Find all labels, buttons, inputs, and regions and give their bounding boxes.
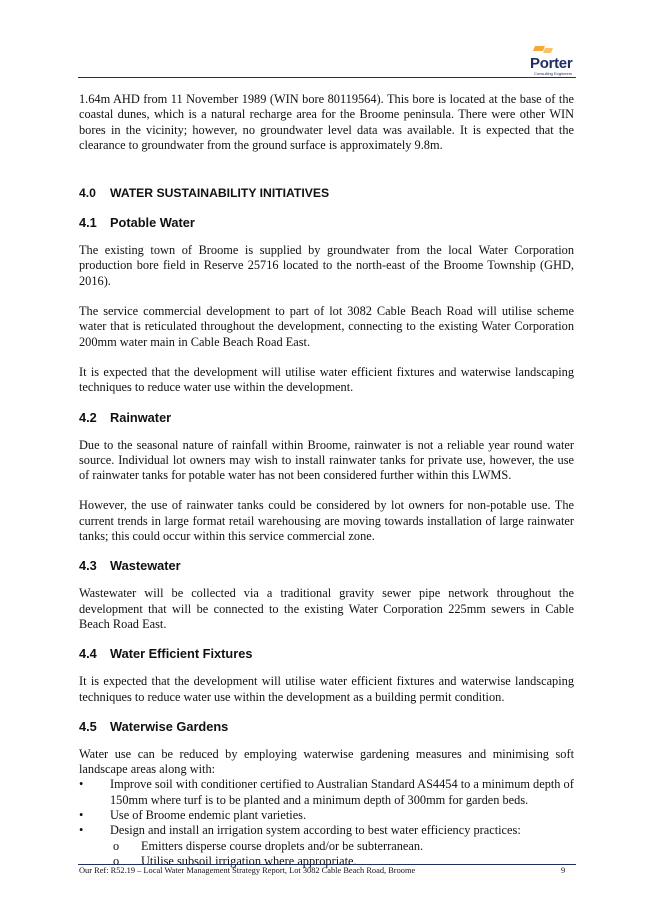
circle-bullet-icon: o [113, 853, 120, 868]
heading-title: Wastewater [110, 558, 181, 574]
heading-water-efficient-fixtures [79, 645, 574, 662]
paragraph: It is expected that the development will utilise water efficient fixtures and waterwise landscaping techniques to reduce water use within the development. [79, 364, 574, 395]
heading-number: 4.5 [79, 718, 97, 734]
list-item [79, 808, 574, 823]
paragraph: Water use can be reduced by employing waterwise gardening measures and minimising soft landscape areas along with: [79, 746, 574, 777]
list-item [79, 823, 574, 869]
paragraph: The existing town of Broome is supplied by groundwater from the local Water Corporation production bore field in Reserve 25716 located to the north-east of the Broome Township (GHD, 2016). [79, 243, 574, 288]
section-number: 4.0 [79, 186, 96, 201]
sub-list-item-text: Emitters disperse course droplets and/or be subterranean. [141, 838, 424, 853]
logo-tagline: Consulting Engineers [534, 71, 573, 76]
heading-number: 4.4 [79, 646, 97, 662]
sub-list-item-text: Utilise subsoil irrigation where appropriate. [141, 853, 357, 868]
heading-wastewater [79, 557, 574, 574]
heading-potable-water [79, 214, 574, 231]
list-item [79, 777, 574, 808]
porter-logo [530, 44, 586, 78]
heading-number: 4.3 [79, 558, 97, 574]
heading-number: 4.1 [79, 215, 97, 231]
paragraph: It is expected that the development will utilise water efficient fixtures and waterwise landscaping techniques to reduce water use within the development as a building permit condition. [79, 674, 574, 704]
paragraph: The service commercial development to part of lot 3082 Cable Beach Road will utilise scheme water that is reticulated throughout the development, connecting to the existing Water Corporation 200mm water main in Cable Beach Road East. [79, 304, 574, 349]
heading-title: Potable Water [110, 215, 195, 231]
bullet-icon: • [79, 808, 84, 823]
bullet-list [79, 777, 574, 869]
main-content [79, 92, 574, 869]
bullet-icon: • [79, 777, 84, 792]
footer-divider [78, 864, 576, 865]
heading-title: Waterwise Gardens [110, 718, 229, 734]
paragraph: Wastewater will be collected via a traditional gravity sewer pipe network throughout the development that will be connected to the existing Water Corporation 225mm sewers in Cable Beach Road East. [79, 586, 574, 631]
heading-waterwise-gardens [79, 718, 574, 735]
heading-number: 4.2 [79, 409, 97, 425]
section-title: WATER SUSTAINABILITY INITIATIVES [110, 186, 330, 201]
paragraph: Due to the seasonal nature of rainfall within Broome, rainwater is not a reliable year round water source. Individual lot owners may wish to install rainwater tanks for private use, however, the use of rainwater tanks for potable water has not been considered further within this LWMS. [79, 437, 574, 483]
bullet-icon: • [79, 823, 84, 838]
logo-wordmark: Porter [530, 55, 573, 72]
heading-rainwater [79, 409, 574, 426]
intro-paragraph: 1.64m AHD from 11 November 1989 (WIN bore 80119564). This bore is located at the base of the coastal dunes, which is a natural recharge area for the Broome peninsula. There were other WIN bores in the vicinity; however, no groundwater level data was available. It is expected that the clearance to groundwater from the ground surface is approximately 9.8m. [79, 92, 574, 152]
header-divider [78, 77, 576, 78]
list-item-text: Design and install an irrigation system according to best water efficiency practices: [110, 823, 521, 838]
heading-title: Rainwater [110, 409, 172, 425]
footer-reference: Our Ref: R52.19 – Local Water Management Strategy Report, Lot 3082 Cable Beach Road, Broome [79, 866, 416, 875]
sub-list-item [110, 839, 574, 854]
section-heading [79, 185, 574, 201]
circle-bullet-icon: o [113, 838, 120, 853]
list-item-text: Use of Broome endemic plant varieties. [110, 808, 307, 823]
page-number: 9 [561, 866, 566, 875]
paragraph: However, the use of rainwater tanks could be considered by lot owners for non-potable use. The current trends in large format retail warehousing are moving towards installation of large rainwater tanks; this could occur within this service commercial zone. [79, 498, 574, 544]
list-item-text: Improve soil with conditioner certified to Australian Standard AS4454 to a minimum depth of 150mm where turf is to be planted and a minimum depth of 300mm for garden beds. [110, 777, 574, 807]
heading-title: Water Efficient Fixtures [110, 646, 253, 662]
